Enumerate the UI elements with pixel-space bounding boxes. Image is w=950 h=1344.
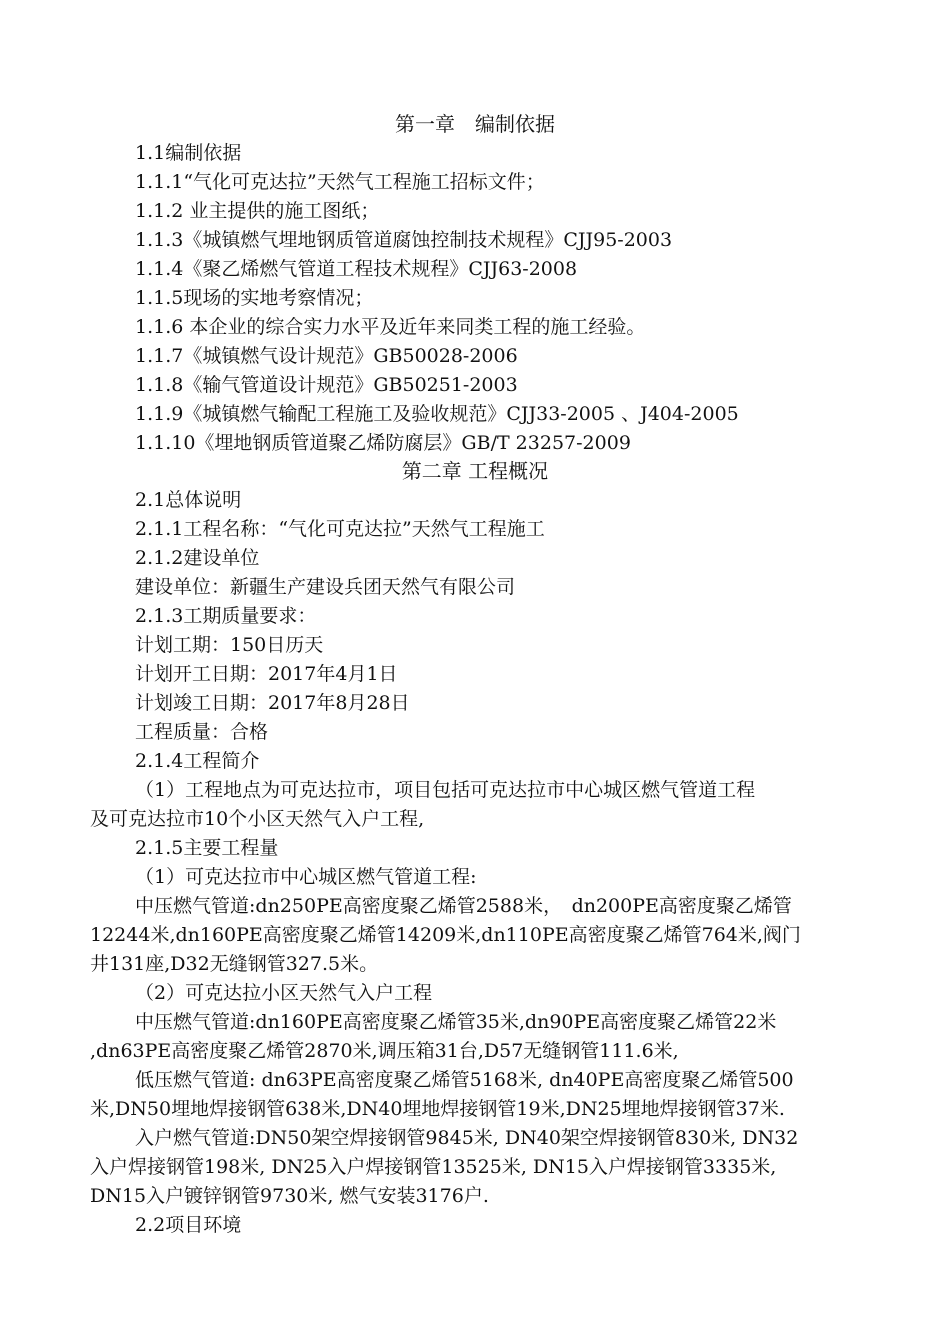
sub2-title: （2）可克达拉小区天然气入户工程 (135, 982, 433, 1004)
ch1-line: 1.1.9《城镇燃气输配工程施工及验收规范》CJJ33-2005 、J404-2005 (135, 403, 739, 425)
sub1-paragraph-line: 中压燃气管道:dn250PE高密度聚乙烯管2588米， dn200PE高密度聚乙烯管 (135, 895, 792, 917)
sub1-paragraph-line: 井131座,D32无缝钢管327.5米。 (90, 953, 379, 975)
ch1-line: 1.1编制依据 (135, 142, 242, 164)
ch2-line: 建设单位：新疆生产建设兵团天然气有限公司 (135, 576, 516, 598)
intro-paragraph-line: （1）工程地点为可克达拉市，项目包括可克达拉市中心城区燃气管道工程 (135, 779, 756, 801)
ch1-line: 1.1.4《聚乙烯燃气管道工程技术规程》CJJ63-2008 (135, 258, 578, 280)
ch1-line: 1.1.7《城镇燃气设计规范》GB50028-2006 (135, 345, 518, 367)
sub2-paragraph-line: 米,DN50埋地焊接钢管638米,DN40埋地焊接钢管19米,DN25埋地焊接钢管37米. (90, 1098, 785, 1120)
ch2-line: 工程质量：合格 (135, 721, 269, 743)
sub2-paragraph-line: 中压燃气管道:dn160PE高密度聚乙烯管35米,dn90PE高密度聚乙烯管22米 (135, 1011, 777, 1033)
ch2-line: 2.1.2建设单位 (135, 547, 260, 569)
sub2-paragraph-line: 入户燃气管道:DN50架空焊接钢管9845米, DN40架空焊接钢管830米, DN32 (135, 1127, 799, 1149)
ch2-line: 2.1.1工程名称：“气化可克达拉”天然气工程施工 (135, 518, 545, 540)
sub1-paragraph-line: 12244米,dn160PE高密度聚乙烯管14209米,dn110PE高密度聚乙烯管764米,阀门 (90, 924, 801, 946)
ch1-line: 1.1.2 业主提供的施工图纸； (135, 200, 380, 222)
ch2-line: 计划竣工日期：2017年8月28日 (135, 692, 410, 714)
ch2-line: 2.1总体说明 (135, 489, 242, 511)
ch1-line: 1.1.10《埋地钢质管道聚乙烯防腐层》GB/T 23257-2009 (135, 432, 631, 454)
ch2-line: 2.1.3工期质量要求： (135, 605, 317, 627)
environment-title: 2.2项目环境 (135, 1214, 242, 1236)
ch2-line: 计划工期：150日历天 (135, 634, 324, 656)
ch1-line: 1.1.6 本企业的综合实力水平及近年来同类工程的施工经验。 (135, 316, 646, 338)
sub2-paragraph-line: DN15入户镀锌钢管9730米, 燃气安装3176户. (90, 1185, 489, 1207)
ch2-line: 计划开工日期：2017年4月1日 (135, 663, 398, 685)
sub2-paragraph-line: ,dn63PE高密度聚乙烯管2870米,调压箱31台,D57无缝钢管111.6米, (90, 1040, 679, 1062)
ch1-line: 1.1.3《城镇燃气埋地钢质管道腐蚀控制技术规程》CJJ95-2003 (135, 229, 673, 251)
sub1-title: （1）可克达拉市中心城区燃气管道工程: (135, 866, 477, 888)
chapter2-title: 第二章 工程概况 (401, 459, 549, 483)
sub2-paragraph-line: 入户焊接钢管198米, DN25入户焊接钢管13525米, DN15入户焊接钢管3335米, (90, 1156, 777, 1178)
ch1-line: 1.1.1“气化可克达拉”天然气工程施工招标文件； (135, 171, 545, 193)
ch1-line: 1.1.5现场的实地考察情况； (135, 287, 374, 309)
ch1-line: 1.1.8《输气管道设计规范》GB50251-2003 (135, 374, 518, 396)
intro-paragraph-line: 及可克达拉市10个小区天然气入户工程, (90, 808, 425, 830)
quantity-title: 2.1.5主要工程量 (135, 837, 279, 859)
sub2-paragraph-line: 低压燃气管道: dn63PE高密度聚乙烯管5168米, dn40PE高密度聚乙烯管500 (135, 1069, 794, 1091)
chapter1-title: 第一章 编制依据 (395, 112, 555, 136)
ch2-line: 2.1.4工程简介 (135, 750, 260, 772)
